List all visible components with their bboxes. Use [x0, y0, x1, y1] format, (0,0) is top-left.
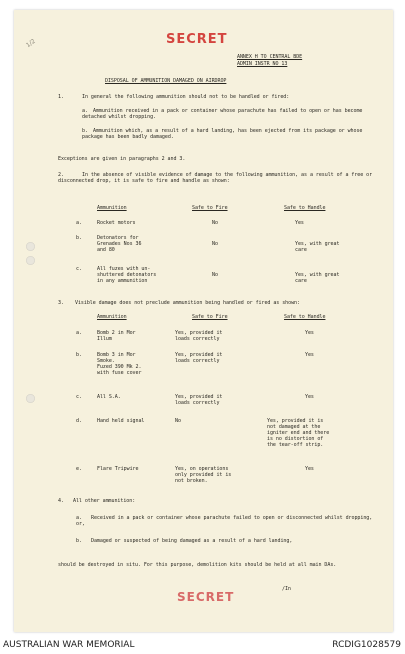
para-3-number: 3.	[58, 300, 64, 306]
exceptions-note: Exceptions are given in paragraphs 2 and 3.	[58, 156, 186, 162]
p3-row-ammunition: Flare Tripwire	[97, 466, 139, 472]
p3-row-handle: Yes, provided it is not damaged at the igniter end and there is no distortion of the tear-off strip.	[267, 418, 330, 448]
p3-row-fire: Yes, provided it loads correctly	[175, 352, 223, 364]
p3-row-ammunition: Hand held signal	[97, 418, 145, 424]
p3-row-ammunition: All S.A.	[97, 394, 121, 400]
p3-row-label: d.	[76, 418, 82, 424]
para-1b-label: b.	[82, 128, 88, 134]
p3-header-ammunition: Ammunition	[97, 314, 127, 320]
para-1a-text: Ammunition received in a pack or container whose parachute has failed to open or has become detached whilst dropping.	[82, 108, 363, 120]
para-1a-label: a.	[82, 108, 88, 114]
p3-row-fire: Yes, on operations only provided it is not broken.	[175, 466, 232, 484]
p2-row-ammunition: Rocket motors	[97, 220, 136, 226]
punch-hole	[26, 256, 35, 265]
p3-row-fire: No	[175, 418, 181, 424]
para-2-text: In the absence of visible evidence of damage to the following ammunition, as a result of a free or disconnected drop, it is safe to fire and handle as shown:	[58, 172, 373, 184]
archive-footer	[0, 636, 405, 654]
annex-line-2: ADMIN INSTR NO 13	[237, 61, 288, 67]
p2-row-ammunition: All fuzes with un- shuttered detonators in any ammunition	[97, 266, 157, 284]
p3-header-safe-to-fire: Safe to Fire	[192, 314, 228, 320]
para-2-number: 2.	[58, 172, 64, 178]
p3-header-safe-to-handle: Safe to Handle	[284, 314, 326, 320]
p3-row-handle: Yes	[305, 466, 314, 472]
p2-row-label: a.	[76, 220, 82, 226]
page-reference: /In	[282, 586, 291, 592]
p2-row-label: b.	[76, 235, 82, 241]
secret-stamp-top: SECRET	[166, 32, 228, 47]
footer-institution: AUSTRALIAN WAR MEMORIAL	[3, 640, 135, 650]
para-4b-label: b.	[76, 538, 82, 544]
p3-row-label: c.	[76, 394, 82, 400]
p3-row-label: a.	[76, 330, 82, 336]
para-4b-text: Damaged or suspected of being damaged as a result of a hard landing,	[91, 538, 293, 544]
p3-row-handle: Yes	[305, 352, 314, 358]
p2-row-label: c.	[76, 266, 82, 272]
p3-row-fire: Yes, provided it loads correctly	[175, 394, 223, 406]
p2-row-handle: Yes	[295, 220, 304, 226]
p2-row-fire: No	[212, 220, 218, 226]
p3-row-handle: Yes	[305, 394, 314, 400]
p2-row-ammunition: Detonators for Grenades Nos 36 and 80	[97, 235, 142, 253]
punch-hole	[26, 242, 35, 251]
document-page	[14, 10, 393, 632]
para-1-text: In general the following ammunition should not to be handled or fired:	[82, 94, 290, 100]
p2-row-handle: Yes, with great care	[295, 241, 340, 253]
annex-line-1: ANNEX H TO CENTRAL BDE	[237, 54, 303, 60]
para-1b-text: Ammunition which, as a result of a hard landing, has been ejected from its package or whose package has been badly damaged.	[82, 128, 363, 140]
para-4a-text: Received in a pack or container whose parachute failed to open or disconnected whilst dropping, or,	[76, 515, 373, 527]
p2-header-ammunition: Ammunition	[97, 205, 127, 211]
pencil-annotation: 1/2	[24, 37, 37, 50]
p2-header-safe-to-handle: Safe to Handle	[284, 205, 326, 211]
p3-row-ammunition: Bomb 3 in Mor Smoke. Fuzed 390 Mk 2. with fuse cover	[97, 352, 142, 376]
p3-row-label: e.	[76, 466, 82, 472]
para-4a-label: a.	[76, 515, 82, 521]
para-3-text: Visible damage does not preclude ammunition being handled or fired as shown:	[75, 300, 300, 306]
para-4-number: 4.	[58, 498, 64, 504]
punch-hole	[26, 394, 35, 403]
p2-row-handle: Yes, with great care	[295, 272, 340, 284]
p3-row-ammunition: Bomb 2 in Mor Illum	[97, 330, 136, 342]
p2-header-safe-to-fire: Safe to Fire	[192, 205, 228, 211]
p2-row-fire: No	[212, 241, 218, 247]
para-4-text: All other ammunition:	[73, 498, 136, 504]
p3-row-label: b.	[76, 352, 82, 358]
p3-row-handle: Yes	[305, 330, 314, 336]
p3-row-fire: Yes, provided it loads correctly	[175, 330, 223, 342]
para-1-number: 1.	[58, 94, 64, 100]
document-title: DISPOSAL OF AMMUNITION DAMAGED ON AIRDROP	[105, 78, 227, 84]
secret-stamp-bottom: SECRET	[177, 590, 235, 604]
para-4-closing: should be destroyed in situ. For this purpose, demolition kits should be held at all main DAs.	[58, 562, 337, 568]
p2-row-fire: No	[212, 272, 218, 278]
footer-record-id: RCDIG1028579	[332, 640, 401, 650]
